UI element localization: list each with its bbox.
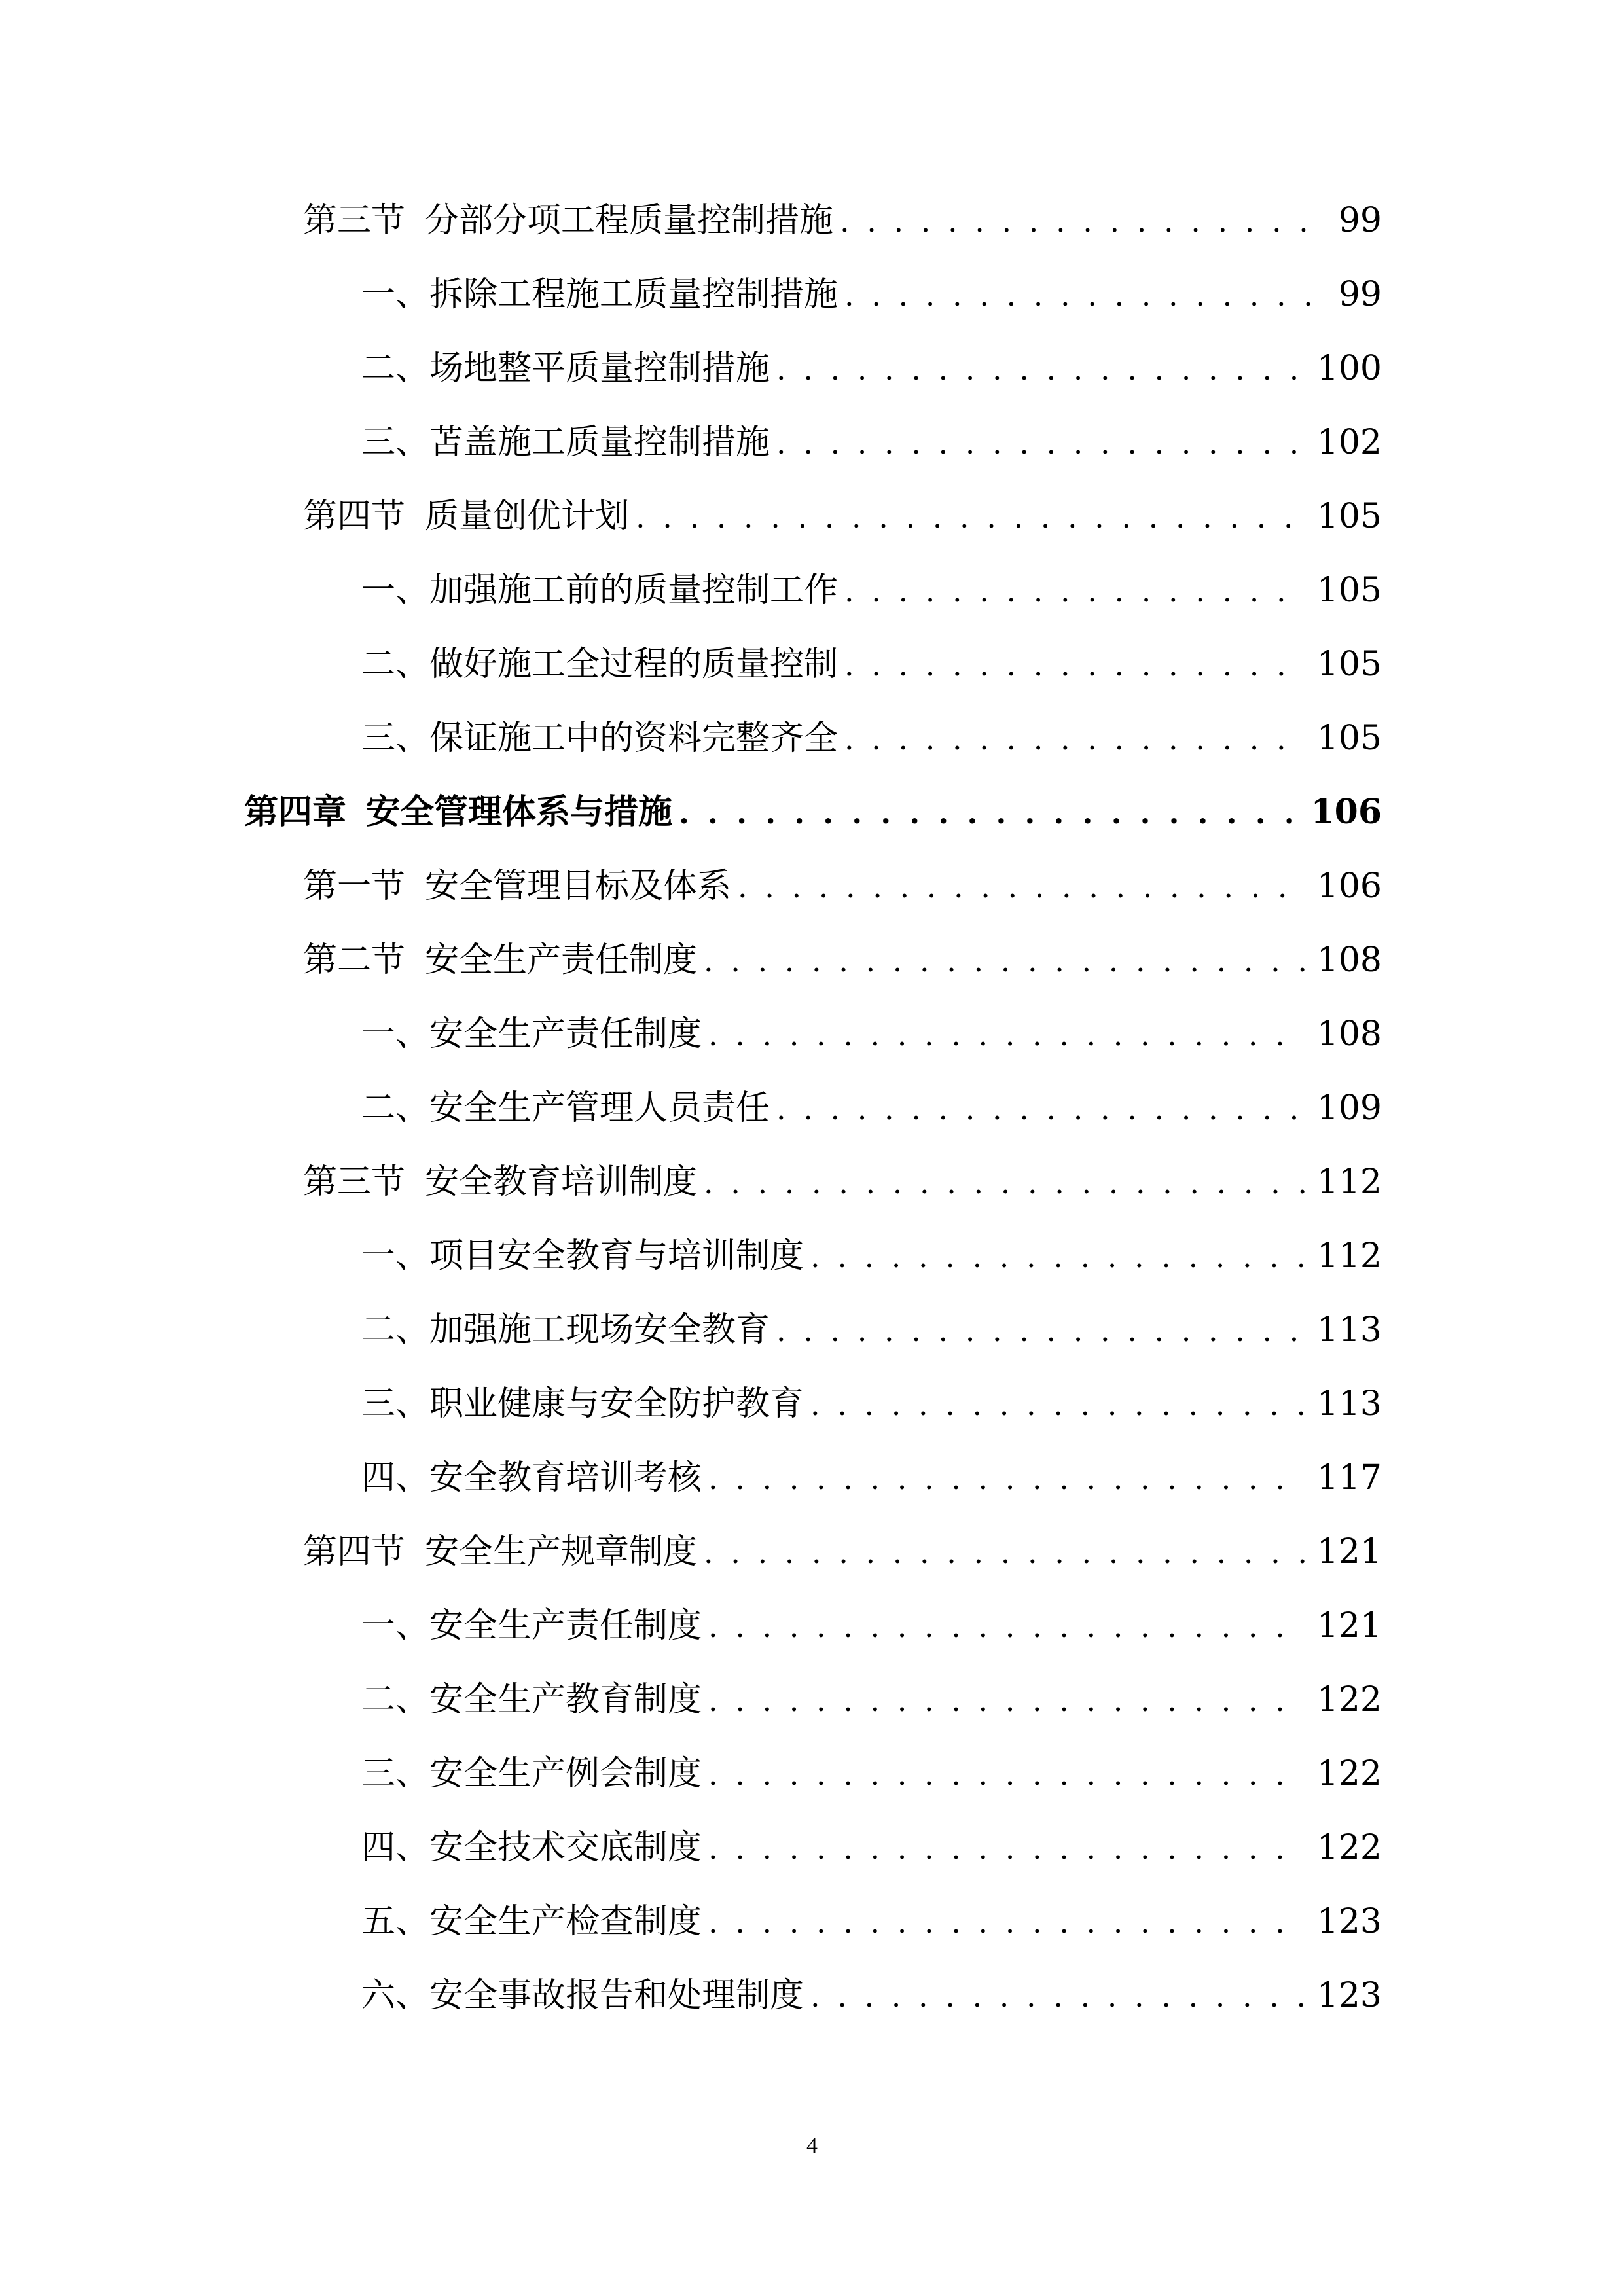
toc-entry-page: 122 [1316, 1828, 1382, 1867]
toc-entry-number: 六、 [361, 1976, 430, 2015]
toc-entry-title: 项目安全教育与培训制度 [429, 1236, 804, 1276]
toc-entry-page: 113 [1316, 1384, 1382, 1424]
toc-entry-title: 安全教育培训制度 [425, 1162, 698, 1202]
toc-entry-title: 安全技术交底制度 [429, 1828, 702, 1867]
toc-entry-title: 安全生产规章制度 [425, 1532, 698, 1571]
toc-entry-number: 第四章 [244, 792, 347, 832]
dot-leader [776, 1304, 1305, 1357]
toc-entry-number: 二、 [361, 1088, 430, 1128]
dot-leader [844, 565, 1305, 617]
toc-entry-number: 四、 [361, 1828, 430, 1867]
dot-leader [708, 1748, 1305, 1801]
toc-entry[interactable] [361, 1008, 1382, 1060]
toc-entry[interactable] [361, 1969, 1382, 2022]
dot-leader [636, 491, 1305, 543]
toc-entry-number: 一、 [361, 275, 430, 314]
toc-entry-title: 安全管理体系与措施 [366, 792, 673, 832]
toc-entry[interactable] [361, 416, 1382, 469]
dot-leader [704, 1526, 1305, 1579]
toc-entry-page: 112 [1316, 1162, 1382, 1202]
dot-leader [708, 1674, 1305, 1727]
toc-entry-number: 第三节 [303, 1162, 406, 1202]
dot-leader [810, 1230, 1305, 1283]
toc-entry-title: 安全生产教育制度 [429, 1680, 702, 1719]
toc-entry[interactable] [303, 490, 1382, 543]
toc-entry[interactable] [361, 638, 1382, 691]
toc-entry-title: 职业健康与安全防护教育 [429, 1384, 804, 1424]
toc-entry-title: 安全教育培训考核 [429, 1458, 702, 1498]
dot-leader [810, 1970, 1305, 2022]
toc-entry-number: 一、 [361, 1014, 430, 1054]
toc-entry-title: 分部分项工程质量控制措施 [425, 201, 834, 240]
toc-entry-title: 场地整平质量控制措施 [429, 349, 770, 388]
toc-entry-title: 安全生产责任制度 [425, 941, 698, 980]
dot-leader [844, 269, 1327, 321]
toc-entry-number: 三、 [361, 423, 430, 462]
toc-entry-number: 五、 [361, 1902, 430, 1941]
toc-entry-number: 二、 [361, 1680, 430, 1719]
toc-entry-page: 108 [1316, 1014, 1382, 1054]
toc-entry[interactable] [361, 1378, 1382, 1430]
toc-entry-page: 105 [1316, 719, 1382, 758]
toc-entry[interactable] [361, 1230, 1382, 1282]
toc-entry-number: 三、 [361, 719, 430, 758]
toc-entry-page: 105 [1316, 645, 1382, 684]
dot-leader [776, 1083, 1305, 1135]
toc-entry[interactable] [361, 342, 1382, 395]
toc-entry-number: 第四节 [303, 497, 406, 536]
toc-entry-page: 121 [1316, 1606, 1382, 1645]
toc-entry-title: 加强施工现场安全教育 [429, 1310, 770, 1350]
toc-entry[interactable] [303, 1526, 1382, 1578]
dot-leader [679, 787, 1299, 839]
toc-entry-number: 三、 [361, 1384, 430, 1424]
toc-entry-number: 一、 [361, 1236, 430, 1276]
toc-entry-page: 112 [1316, 1236, 1382, 1276]
toc-entry-title: 安全生产管理人员责任 [429, 1088, 770, 1128]
toc-entry-title: 安全生产例会制度 [429, 1754, 702, 1793]
toc-entry-number: 第二节 [303, 941, 406, 980]
toc-entry[interactable] [361, 268, 1382, 321]
toc-entry[interactable] [361, 564, 1382, 617]
toc-entry[interactable] [303, 860, 1382, 912]
toc-entry-number: 二、 [361, 1310, 430, 1350]
dot-leader [708, 1452, 1305, 1505]
toc-entry[interactable] [361, 1821, 1382, 1874]
toc-entry-number: 二、 [361, 645, 430, 684]
toc-entry-title: 安全事故报告和处理制度 [429, 1976, 804, 2015]
dot-leader [776, 417, 1305, 469]
toc-entry-page: 105 [1316, 571, 1382, 610]
toc-entry-title: 安全生产检查制度 [429, 1902, 702, 1941]
dot-leader [708, 1009, 1305, 1061]
dot-leader [810, 1378, 1305, 1431]
toc-entry-number: 第四节 [303, 1532, 406, 1571]
toc-entry-page: 99 [1338, 275, 1382, 314]
toc-entry-page: 109 [1316, 1088, 1382, 1128]
toc-entry-page: 123 [1316, 1976, 1382, 2015]
toc-entry-number: 三、 [361, 1754, 430, 1793]
toc-entry-title: 安全管理目标及体系 [425, 867, 732, 906]
dot-leader [704, 1157, 1305, 1209]
dot-leader [738, 861, 1305, 913]
toc-entry-page: 100 [1316, 349, 1382, 388]
toc-entry-title: 做好施工全过程的质量控制 [429, 645, 839, 684]
dot-leader [840, 195, 1327, 247]
dot-leader [844, 639, 1305, 691]
toc-entry-page: 106 [1310, 792, 1382, 832]
toc-entry-number: 四、 [361, 1458, 430, 1498]
toc-entry[interactable] [361, 712, 1382, 764]
toc-entry-page: 99 [1338, 201, 1382, 240]
dot-leader [704, 935, 1305, 987]
toc-entry-title: 拆除工程施工质量控制措施 [429, 275, 839, 314]
toc-entry-title: 质量创优计划 [425, 497, 630, 536]
toc-entry-number: 一、 [361, 1606, 430, 1645]
dot-leader [708, 1822, 1305, 1874]
toc-entry-number: 二、 [361, 349, 430, 388]
toc-entry-number: 一、 [361, 571, 430, 610]
toc-entry-page: 122 [1316, 1754, 1382, 1793]
dot-leader [708, 1896, 1305, 1948]
toc-entry[interactable] [361, 1304, 1382, 1356]
toc-entry-page: 105 [1316, 497, 1382, 536]
toc-entry[interactable] [361, 1452, 1382, 1504]
toc-entry-page: 121 [1316, 1532, 1382, 1571]
dot-leader [708, 1600, 1305, 1653]
toc-entry-page: 102 [1316, 423, 1382, 462]
toc-entry[interactable] [361, 1895, 1382, 1948]
toc-entry-page: 108 [1316, 941, 1382, 980]
toc-entry-page: 106 [1316, 867, 1382, 906]
toc-entry[interactable] [303, 1156, 1382, 1208]
toc-entry-title: 安全生产责任制度 [429, 1606, 702, 1645]
toc-entry[interactable] [361, 1748, 1382, 1800]
toc-entry-title: 苫盖施工质量控制措施 [429, 423, 770, 462]
toc-entry-page: 122 [1316, 1680, 1382, 1719]
toc-entry-page: 123 [1316, 1902, 1382, 1941]
toc-entry-title: 保证施工中的资料完整齐全 [429, 719, 839, 758]
toc-entry[interactable] [303, 194, 1382, 247]
toc-entry[interactable] [361, 1600, 1382, 1652]
toc-entry[interactable] [361, 1674, 1382, 1726]
toc-entry-number: 第一节 [303, 867, 406, 906]
toc-entry-title: 安全生产责任制度 [429, 1014, 702, 1054]
toc-entry[interactable] [361, 1082, 1382, 1134]
toc-entry-page: 113 [1316, 1310, 1382, 1350]
dot-leader [844, 713, 1305, 765]
toc-entry[interactable] [303, 934, 1382, 986]
page-number: 4 [806, 2134, 818, 2158]
toc-entry-title: 加强施工前的质量控制工作 [429, 571, 839, 610]
toc-entry-page: 117 [1316, 1458, 1382, 1498]
toc-chapter-entry[interactable] [244, 786, 1382, 838]
dot-leader [776, 343, 1305, 395]
toc-entry-number: 第三节 [303, 201, 406, 240]
